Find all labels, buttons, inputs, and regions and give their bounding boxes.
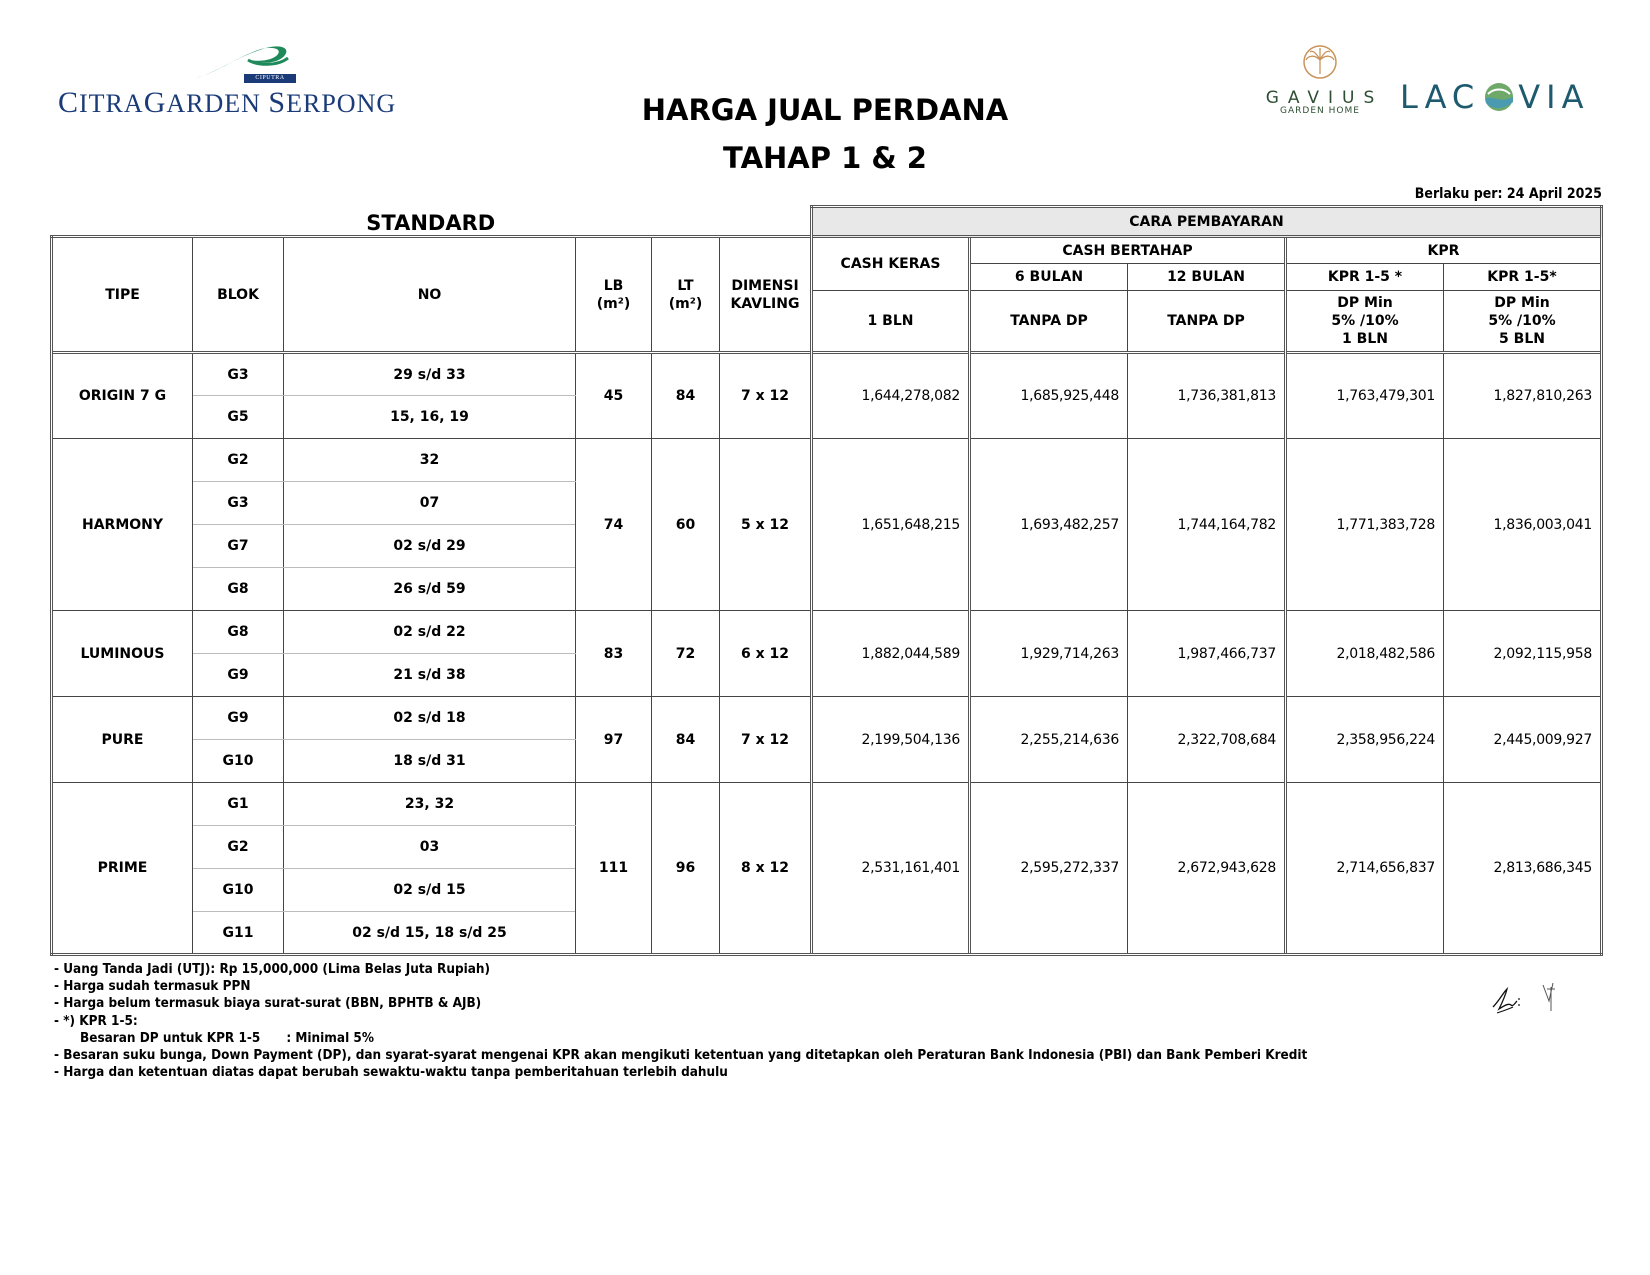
blok-cell: G10 <box>193 740 284 783</box>
no-cell: 21 s/d 38 <box>284 654 576 697</box>
header-lb-label: LB <box>603 277 624 294</box>
table-body <box>52 353 1602 955</box>
header-kavling-label: KAVLING <box>730 295 800 312</box>
blok-cell: G8 <box>193 568 284 611</box>
header-kpr-2-sub <box>1444 291 1602 353</box>
price-kpr-2: 1,827,810,263 <box>1444 353 1602 439</box>
title-line-1: HARGA JUAL PERDANA <box>641 93 1009 127</box>
price-12-bulan: 1,744,164,782 <box>1128 439 1286 611</box>
no-cell: 15, 16, 19 <box>284 396 576 439</box>
no-cell: 18 s/d 31 <box>284 740 576 783</box>
dimensi-cell: 7 x 12 <box>720 697 812 783</box>
price-table <box>50 205 1603 956</box>
table-row <box>52 439 1602 482</box>
header-dimensi <box>720 237 812 353</box>
kpr-2-dp-percent: 5% /10% <box>1488 313 1556 329</box>
blok-cell: G9 <box>193 654 284 697</box>
header-cara-pembayaran: CARA PEMBAYARAN <box>812 207 1602 237</box>
lt-cell: 72 <box>652 611 720 697</box>
header-12-bulan: 12 BULAN <box>1128 264 1286 291</box>
note-utj: - Uang Tanda Jadi (UTJ): Rp 15,000,000 (Lima Belas Juta Rupiah) <box>54 962 491 977</box>
lt-cell: 96 <box>652 783 720 955</box>
lb-cell: 83 <box>576 611 652 697</box>
tipe-cell: ORIGIN 7 G <box>52 353 193 439</box>
tipe-cell: PURE <box>52 697 193 783</box>
kpr-1-dp-percent: 5% /10% <box>1331 313 1399 329</box>
header-kpr-1: KPR 1-5 * <box>1286 264 1444 291</box>
price-6-bulan: 1,685,925,448 <box>970 353 1128 439</box>
effective-date: Berlaku per: 24 April 2025 <box>1414 186 1602 202</box>
header-lt-label: LT <box>677 277 694 294</box>
no-cell: 03 <box>284 826 576 869</box>
note-perubahan: - Harga dan ketentuan diatas dapat berubah sewaktu-waktu tanpa pemberitahuan terlebih dahulu <box>54 1065 728 1081</box>
no-cell: 23, 32 <box>284 783 576 826</box>
lt-cell: 84 <box>652 697 720 783</box>
lb-cell: 97 <box>576 697 652 783</box>
blok-cell: G2 <box>193 826 284 869</box>
price-kpr-1: 1,771,383,728 <box>1286 439 1444 611</box>
price-kpr-2: 2,445,009,927 <box>1444 697 1602 783</box>
table-row <box>52 697 1602 740</box>
kpr-2-term: 5 BLN <box>1499 331 1545 347</box>
price-12-bulan: 1,736,381,813 <box>1128 353 1286 439</box>
lb-cell: 111 <box>576 783 652 955</box>
fan-emblem-icon <box>1302 44 1338 80</box>
citragarden-wordmark: CITRAGARDEN SERPONG <box>58 86 397 119</box>
no-cell: 02 s/d 18 <box>284 697 576 740</box>
note-suku-bunga: - Besaran suku bunga, Down Payment (DP), dan syarat-syarat mengenai KPR akan mengikuti ketentuan yang ditetapkan oleh Peraturan Bank Indonesia (PBI) dan Bank Pemberi Kredit <box>54 1048 1308 1064</box>
price-kpr-2: 2,813,686,345 <box>1444 783 1602 955</box>
header-cash-keras-sub: 1 BLN <box>812 291 970 353</box>
no-cell: 29 s/d 33 <box>284 353 576 396</box>
table-row <box>52 783 1602 826</box>
kpr-1-dp-min: DP Min <box>1337 295 1393 311</box>
header-6-bulan-sub: TANPA DP <box>970 291 1128 353</box>
page-title <box>0 86 1650 182</box>
no-cell: 32 <box>284 439 576 482</box>
section-label-cell <box>52 207 812 237</box>
price-cash-keras: 1,882,044,589 <box>812 611 970 697</box>
header-kpr-2: KPR 1-5* <box>1444 264 1602 291</box>
gavius-name: GAVIUS <box>1265 88 1384 108</box>
header-tipe: TIPE <box>52 237 193 353</box>
price-kpr-1: 2,714,656,837 <box>1286 783 1444 955</box>
blok-cell: G1 <box>193 783 284 826</box>
tipe-cell: PRIME <box>52 783 193 955</box>
header-kpr-1-sub <box>1286 291 1444 353</box>
kpr-1-term: 1 BLN <box>1342 331 1388 347</box>
price-6-bulan: 1,693,482,257 <box>970 439 1128 611</box>
dimensi-cell: 6 x 12 <box>720 611 812 697</box>
lb-cell: 45 <box>576 353 652 439</box>
price-cash-keras: 2,199,504,136 <box>812 697 970 783</box>
price-12-bulan: 2,672,943,628 <box>1128 783 1286 955</box>
header-lb-unit: (m²) <box>596 295 631 312</box>
no-cell: 26 s/d 59 <box>284 568 576 611</box>
lt-cell: 60 <box>652 439 720 611</box>
dimensi-cell: 7 x 12 <box>720 353 812 439</box>
price-kpr-2: 1,836,003,041 <box>1444 439 1602 611</box>
blok-cell: G2 <box>193 439 284 482</box>
no-cell: 02 s/d 15 <box>284 869 576 912</box>
header-6-bulan: 6 BULAN <box>970 264 1128 291</box>
header-dimensi-label: DIMENSI <box>731 277 799 294</box>
note-kpr-dp-value: : Minimal 5% <box>286 1030 374 1046</box>
lt-cell: 84 <box>652 353 720 439</box>
blok-cell: G3 <box>193 353 284 396</box>
price-12-bulan: 1,987,466,737 <box>1128 611 1286 697</box>
header-no: NO <box>284 237 576 353</box>
note-kpr-heading: - *) KPR 1-5: <box>54 1013 138 1029</box>
no-cell: 02 s/d 15, 18 s/d 25 <box>284 912 576 955</box>
dimensi-cell: 5 x 12 <box>720 439 812 611</box>
blok-cell: G3 <box>193 482 284 525</box>
price-kpr-1: 1,763,479,301 <box>1286 353 1444 439</box>
blok-cell: G7 <box>193 525 284 568</box>
footnotes <box>54 961 1307 1081</box>
lb-cell: 74 <box>576 439 652 611</box>
price-12-bulan: 2,322,708,684 <box>1128 697 1286 783</box>
price-kpr-1: 2,358,956,224 <box>1286 697 1444 783</box>
tipe-cell: LUMINOUS <box>52 611 193 697</box>
section-label: STANDARD <box>366 211 496 235</box>
header-lb <box>576 237 652 353</box>
note-ppn: - Harga sudah termasuk PPN <box>54 979 251 995</box>
price-6-bulan: 2,255,214,636 <box>970 697 1128 783</box>
price-kpr-2: 2,092,115,958 <box>1444 611 1602 697</box>
blok-cell: G10 <box>193 869 284 912</box>
ciputra-label: CIPUTRA <box>244 74 296 83</box>
header-cash-keras: CASH KERAS <box>812 237 970 291</box>
header-blok: BLOK <box>193 237 284 353</box>
header-lt-unit: (m²) <box>668 295 703 312</box>
note-kpr-dp-label: Besaran DP untuk KPR 1-5 <box>80 1030 261 1046</box>
no-cell: 02 s/d 29 <box>284 525 576 568</box>
title-line-2: TAHAP 1 & 2 <box>723 141 927 175</box>
price-6-bulan: 1,929,714,263 <box>970 611 1128 697</box>
price-cash-keras: 1,644,278,082 <box>812 353 970 439</box>
tipe-cell: HARMONY <box>52 439 193 611</box>
signature-initials-icon <box>1485 975 1575 1025</box>
blok-cell: G5 <box>193 396 284 439</box>
header-kpr: KPR <box>1286 237 1602 264</box>
lacovia-prefix: LAC <box>1400 78 1481 116</box>
kpr-2-dp-min: DP Min <box>1494 295 1550 311</box>
no-cell: 02 s/d 22 <box>284 611 576 654</box>
price-cash-keras: 1,651,648,215 <box>812 439 970 611</box>
price-cash-keras: 2,531,161,401 <box>812 783 970 955</box>
gavius-subtitle: GARDEN HOME <box>1280 106 1360 116</box>
price-6-bulan: 2,595,272,337 <box>970 783 1128 955</box>
table-row <box>52 353 1602 396</box>
table-row <box>52 611 1602 654</box>
blok-cell: G8 <box>193 611 284 654</box>
blok-cell: G11 <box>193 912 284 955</box>
blok-cell: G9 <box>193 697 284 740</box>
header-12-bulan-sub: TANPA DP <box>1128 291 1286 353</box>
no-cell: 07 <box>284 482 576 525</box>
note-kpr-dp <box>54 1030 1307 1047</box>
dimensi-cell: 8 x 12 <box>720 783 812 955</box>
header-lt <box>652 237 720 353</box>
header-cash-bertahap: CASH BERTAHAP <box>970 237 1286 264</box>
note-biaya-surat: - Harga belum termasuk biaya surat-surat (BBN, BPHTB & AJB) <box>54 996 482 1012</box>
price-kpr-1: 2,018,482,586 <box>1286 611 1444 697</box>
lacovia-suffix: VIA <box>1518 78 1590 116</box>
